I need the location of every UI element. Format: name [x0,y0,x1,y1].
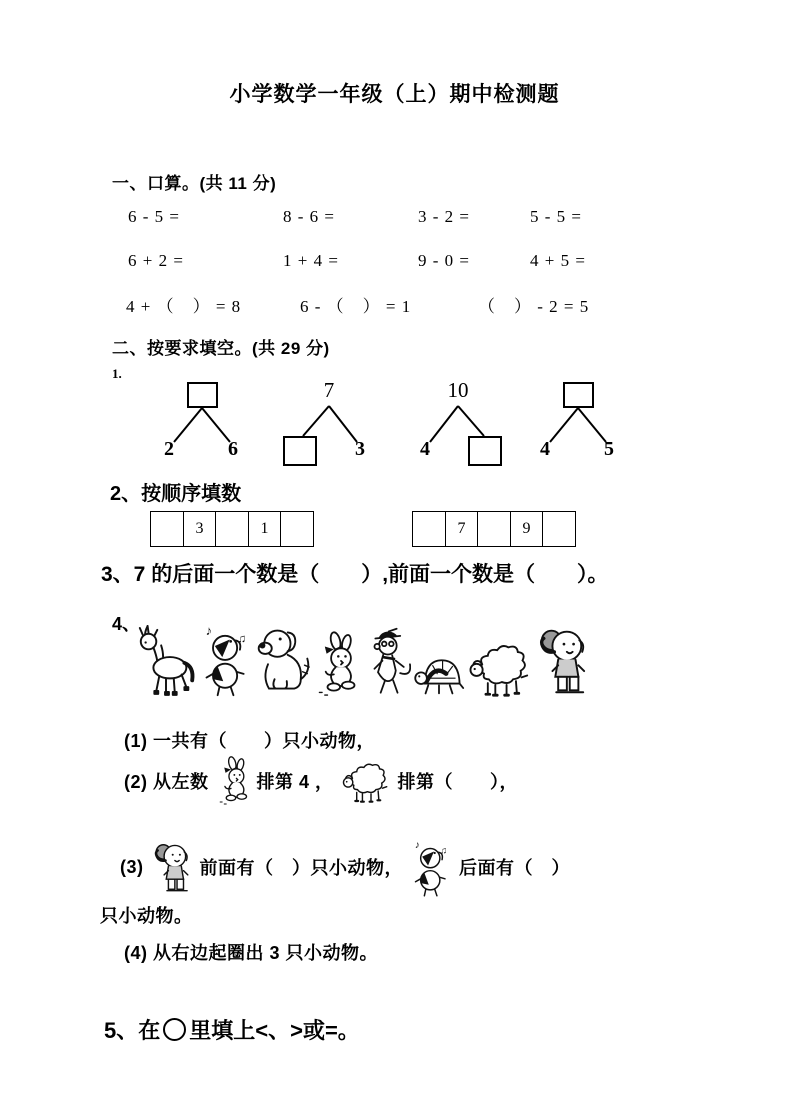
question-4-1-text: (1) 一共有（ ）只小动物， [124,731,375,751]
oral-problem: 6 - 5 = [128,207,180,226]
sequence-cell: 7 [445,511,479,547]
question-5-suffix: 里填上<、>或=。 [189,1018,360,1043]
question-4-4-text: (4) 从右边起圈出 3 只小动物。 [124,943,379,963]
tree-answer-box [563,382,594,408]
question-4-2-suffix: 排第（ ）， [397,772,519,792]
oral-problem: 4 + （ ） = 8 [126,297,242,316]
singing-dog-icon [410,836,452,898]
question-4-2-prefix: (2) 从左数 [124,772,209,792]
tree-right-number: 5 [604,438,614,460]
number-tree [281,380,377,468]
sequence-table-left [150,511,314,547]
tree-top-number: 7 [323,378,335,402]
tree-top-number: 10 [447,378,469,402]
oral-problem: 8 - 6 = [283,207,335,226]
sequence-cell [477,511,511,547]
question-4-3-suffix: 后面有（ ） [459,858,570,878]
sequence-cell: 9 [510,511,544,547]
sequence-cell [280,511,314,547]
elephant-icon [535,623,591,698]
question-1-label: 1. [112,366,122,381]
sequence-cell [150,511,184,547]
question-4-label: 4、 [112,614,141,634]
oral-problem: 5 - 5 = [530,207,582,226]
question-5-prefix: 5、在 [104,1018,161,1043]
tree-right-number: 3 [355,438,365,460]
number-tree [410,380,506,468]
question-5 [104,1014,360,1045]
number-tree [154,380,250,468]
sequence-cell [542,511,576,547]
rabbit-icon [216,756,250,806]
horse-icon [134,620,198,698]
oral-problem: 9 - 0 = [418,251,470,270]
oral-problem: 6 + 2 = [128,251,184,270]
sequence-cell [412,511,446,547]
tree-left-number: 4 [420,438,430,460]
compare-circle-icon [163,1018,186,1041]
tree-left-number: 4 [540,438,550,460]
elephant-icon [151,839,193,895]
dog-icon [254,623,312,698]
question-4-2-mid: 排第 4 ， [256,772,334,792]
oral-problem: 3 - 2 = [418,207,470,226]
tree-answer-box [283,436,317,466]
rabbit-icon [314,631,359,698]
page-title: 小学数学一年级（上）期中检测题 [229,83,560,106]
tree-answer-box [468,436,502,466]
oral-problem: （ ） - 2 = 5 [478,297,590,316]
oral-problem: 4 + 5 = [530,251,586,270]
question-2-heading: 2、按顺序填数 [110,483,242,505]
turtle-icon [413,644,465,698]
question-4-3-mid: 前面有（ ）只小动物， [199,858,403,878]
number-tree [530,380,626,468]
question-4-3 [120,836,570,898]
sequence-cell: 3 [183,511,217,547]
question-3-text: 3、7 的后面一个数是（ ）,前面一个数是（ ）。 [101,563,609,586]
sequence-cell: 1 [248,511,282,547]
tree-answer-box [187,382,218,408]
sheep-icon [467,638,533,698]
monkey-icon [361,627,411,698]
question-4-3-line2: 只小动物。 [100,906,193,926]
section-two-heading: 二、按要求填空。(共 29 分) [112,339,330,358]
oral-problem: 1 + 4 = [283,251,339,270]
section-one-heading: 一、口算。(共 11 分) [112,174,277,193]
question-4-2 [124,756,518,806]
tree-left-number: 2 [164,438,174,460]
oral-problem: 6 - （ ） = 1 [300,297,412,316]
singing-dog-icon [200,620,252,698]
question-4-3-prefix: (3) [120,856,144,877]
sheep-icon [341,758,391,804]
tree-right-number: 6 [228,438,238,460]
sequence-table-right [412,511,576,547]
animal-row [134,604,591,698]
sequence-cell [215,511,249,547]
